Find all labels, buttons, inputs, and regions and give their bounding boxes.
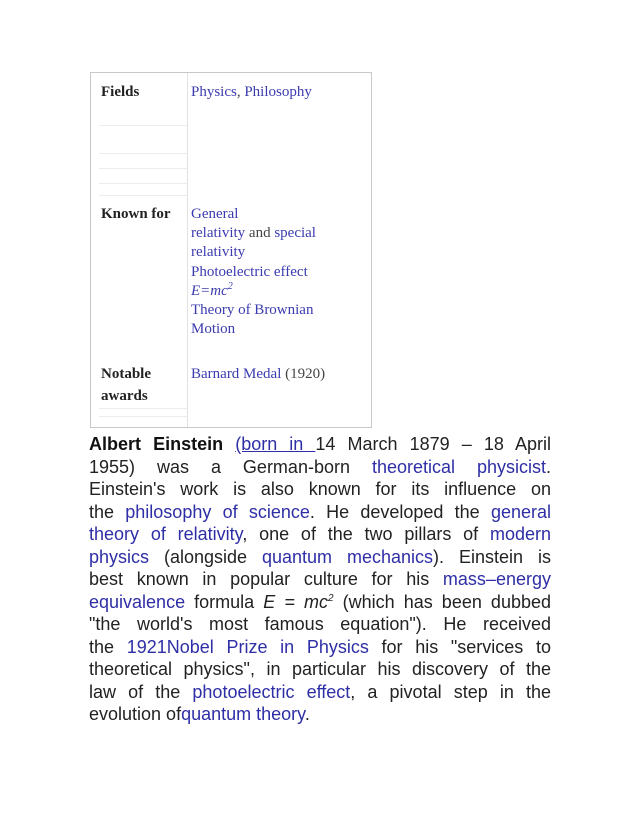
- divider: [99, 153, 187, 154]
- fields-row: [91, 81, 371, 191]
- mass-energy-equivalence-link-cont[interactable]: equivalence: [89, 591, 186, 612]
- divider: [99, 195, 187, 196]
- photoelectric-effect-article-link[interactable]: photoelectric effect: [192, 681, 351, 702]
- special-relativity-link-cont[interactable]: relativity: [191, 244, 246, 261]
- award-year: (1920): [281, 366, 326, 382]
- known-for-value: [191, 205, 363, 339]
- barnard-medal-link[interactable]: Barnard Medal: [191, 366, 282, 382]
- formula-superscript: 2: [327, 592, 334, 604]
- divider: [99, 125, 187, 126]
- article-subject: Albert Einstein: [89, 434, 224, 454]
- born-link[interactable]: (born in: [235, 434, 316, 454]
- text-run: .: [304, 704, 310, 724]
- philosophy-link[interactable]: Philosophy: [244, 84, 312, 100]
- theory-of-relativity-link[interactable]: theory of relativity: [89, 524, 243, 544]
- and-text: and: [245, 225, 275, 242]
- text-run: .: [545, 456, 551, 477]
- emc-text: E=mc: [191, 282, 228, 299]
- emc-superscript: 2: [227, 280, 233, 292]
- article-paragraph: [89, 433, 551, 726]
- general-relativity-article-link[interactable]: general: [490, 501, 551, 522]
- modern-physics-link-cont[interactable]: physics: [89, 546, 150, 567]
- text-run: ). Einstein is: [433, 546, 551, 567]
- awards-label-line2: awards: [101, 388, 148, 404]
- divider: [99, 168, 187, 169]
- text-run: , a pivotal step in the: [350, 681, 551, 702]
- text-line: "the world's most famous equation"). He received: [89, 614, 551, 634]
- text-line: [89, 568, 551, 591]
- text-run: , one of the two pillars of: [242, 524, 479, 544]
- brownian-motion-link-cont[interactable]: Motion: [191, 321, 236, 338]
- quantum-mechanics-link[interactable]: quantum mechanics: [262, 546, 434, 567]
- known-for-row: [91, 203, 371, 353]
- text-run: (which has been dubbed: [333, 591, 551, 612]
- nobel-prize-link[interactable]: 1921Nobel Prize in Physics: [126, 636, 369, 657]
- awards-value: [191, 365, 363, 384]
- physics-link[interactable]: Physics: [191, 84, 237, 100]
- awards-label: [101, 363, 151, 407]
- awards-label-line1: Notable: [101, 366, 151, 382]
- text-line: Einstein's work is also known for its influence on: [89, 479, 551, 499]
- text-line: [89, 456, 551, 479]
- formula-text: E = mc: [263, 591, 328, 612]
- divider: [99, 183, 187, 184]
- text-line: [89, 681, 551, 704]
- text-run: evolution of: [89, 704, 182, 724]
- text-line: [89, 546, 551, 569]
- mass-energy-equivalence-link[interactable]: mass–energy: [442, 569, 551, 589]
- text-line: theoretical physics", in particular his discovery of the: [89, 659, 551, 679]
- theoretical-physicist-link[interactable]: theoretical physicist: [371, 456, 546, 477]
- mass-energy-link[interactable]: [191, 280, 233, 299]
- text-run: . He developed the: [309, 501, 480, 522]
- quantum-theory-link[interactable]: quantum theory: [181, 704, 305, 724]
- text-line: [89, 501, 551, 524]
- formula: [263, 592, 333, 612]
- general-relativity-link[interactable]: General: [191, 206, 239, 222]
- divider: [99, 408, 187, 409]
- text-line: [89, 591, 551, 614]
- text-run: (alongside: [149, 546, 248, 567]
- text-line: [89, 433, 551, 456]
- divider: [99, 416, 187, 417]
- text-run: best known in popular culture for his: [89, 569, 430, 589]
- text-run: the: [89, 636, 115, 657]
- text-line: [89, 523, 551, 546]
- awards-row: [91, 363, 371, 423]
- text-run: formula: [185, 591, 255, 612]
- modern-physics-link[interactable]: modern: [489, 524, 551, 544]
- text-line: [89, 703, 551, 726]
- photoelectric-effect-link[interactable]: Photoelectric effect: [191, 263, 308, 280]
- life-dates: 14 March 1879 – 18 April: [315, 434, 551, 454]
- text-line: [89, 636, 551, 659]
- known-for-label: Known for: [101, 206, 171, 222]
- brownian-motion-link[interactable]: Theory of Brownian: [191, 302, 314, 319]
- general-relativity-link-cont[interactable]: relativity: [191, 225, 246, 242]
- fields-value: [191, 83, 363, 102]
- text-run: the: [89, 501, 115, 522]
- text-run: 1955) was a German-born: [89, 456, 350, 477]
- infobox-table: [90, 72, 372, 428]
- philosophy-of-science-link[interactable]: philosophy of science: [125, 501, 310, 522]
- text-run: law of the: [89, 681, 181, 702]
- fields-separator: ,: [236, 84, 245, 100]
- text-run: for his "services to: [368, 636, 551, 657]
- fields-label: Fields: [101, 84, 140, 100]
- special-relativity-link[interactable]: special: [274, 225, 316, 242]
